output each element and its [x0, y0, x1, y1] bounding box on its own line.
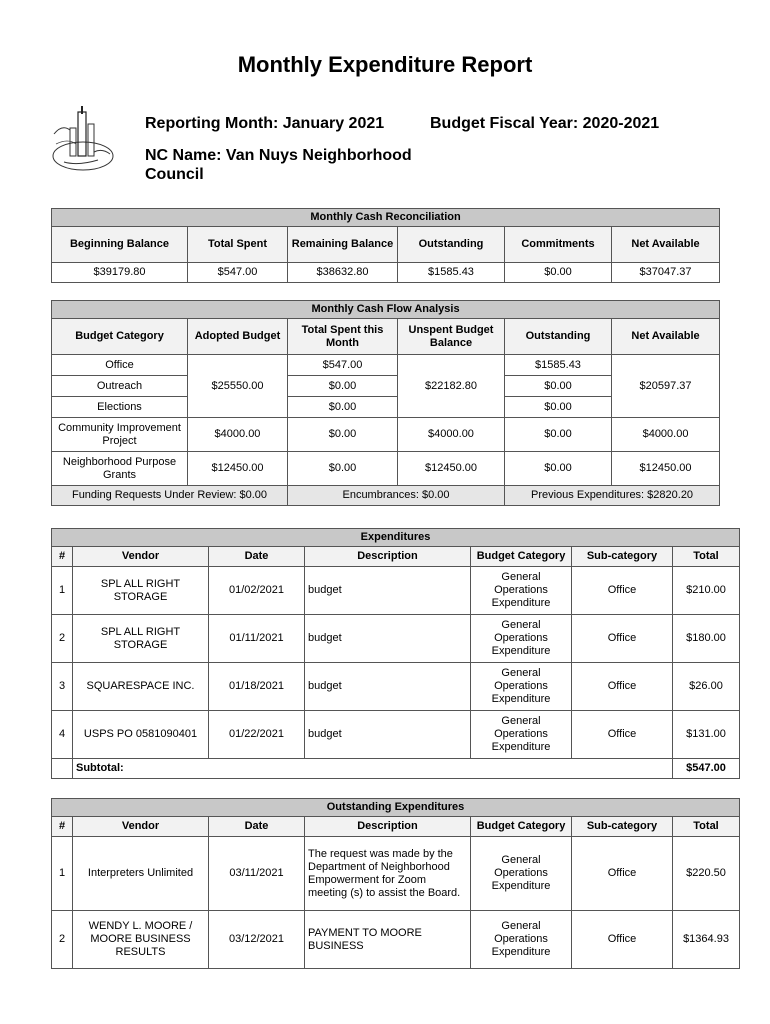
budget-category: General Operations Expenditure [471, 615, 572, 663]
elections-spent: $0.00 [288, 397, 398, 418]
date: 01/18/2021 [209, 663, 305, 711]
category-elections: Elections [52, 397, 188, 418]
npg-outstanding: $0.00 [505, 452, 612, 486]
npg-spent: $0.00 [288, 452, 398, 486]
city-logo-icon [48, 104, 118, 176]
column-header: Total Spent [188, 227, 288, 263]
total: $131.00 [673, 711, 740, 759]
column-header: Vendor [73, 817, 209, 837]
column-header: Outstanding [398, 227, 505, 263]
row-number: 2 [52, 615, 73, 663]
nc-name: NC Name: Van Nuys Neighborhood Council [145, 147, 412, 183]
net-available-value: $37047.37 [612, 263, 720, 283]
funding-requests-under-review: Funding Requests Under Review: $0.00 [52, 486, 288, 506]
column-header: Description [305, 817, 471, 837]
total-spent-value: $547.00 [188, 263, 288, 283]
total: $220.50 [673, 837, 740, 911]
remaining-balance-value: $38632.80 [288, 263, 398, 283]
subtotal-value: $547.00 [673, 759, 740, 779]
vendor: SPL ALL RIGHT STORAGE [73, 567, 209, 615]
column-header: Net Available [612, 227, 720, 263]
cashflow-title: Monthly Cash Flow Analysis [52, 301, 720, 319]
beginning-balance-value: $39179.80 [52, 263, 188, 283]
cip-adopted: $4000.00 [188, 418, 288, 452]
previous-expenditures: Previous Expenditures: $2820.20 [505, 486, 720, 506]
table-row [52, 567, 740, 615]
report-title: Monthly Expenditure Report [237, 52, 533, 77]
row-number: 1 [52, 567, 73, 615]
outstanding-expenditures-table [51, 798, 740, 969]
category-outreach: Outreach [52, 376, 188, 397]
budget-category: General Operations Expenditure [471, 711, 572, 759]
budget-category: General Operations Expenditure [471, 567, 572, 615]
npg-net: $12450.00 [612, 452, 720, 486]
description: budget [305, 615, 471, 663]
expenditures-title: Expenditures [52, 529, 740, 547]
operations-unspent-balance: $22182.80 [398, 355, 505, 418]
category-npg: Neighborhood Purpose Grants [52, 452, 188, 486]
column-header: Date [209, 547, 305, 567]
encumbrances: Encumbrances: $0.00 [288, 486, 505, 506]
vendor: Interpreters Unlimited [73, 837, 209, 911]
column-header: Vendor [73, 547, 209, 567]
date: 01/02/2021 [209, 567, 305, 615]
column-header: Adopted Budget [188, 319, 288, 355]
column-header: Budget Category [471, 547, 572, 567]
column-header: Commitments [505, 227, 612, 263]
outstanding-title: Outstanding Expenditures [52, 799, 740, 817]
office-spent: $547.00 [288, 355, 398, 376]
operations-adopted-budget: $25550.00 [188, 355, 288, 418]
elections-outstanding: $0.00 [505, 397, 612, 418]
table-row [52, 837, 740, 911]
total: $1364.93 [673, 911, 740, 969]
reconciliation-title: Monthly Cash Reconciliation [52, 209, 720, 227]
column-header: Total [673, 817, 740, 837]
column-header: Sub-category [572, 547, 673, 567]
cash-flow-table [51, 300, 720, 506]
total: $180.00 [673, 615, 740, 663]
description: budget [305, 567, 471, 615]
description: PAYMENT TO MOORE BUSINESS [305, 911, 471, 969]
vendor: SQUARESPACE INC. [73, 663, 209, 711]
column-header: Unspent Budget Balance [398, 319, 505, 355]
operations-net-available: $20597.37 [612, 355, 720, 418]
description: The request was made by the Department of Neighborhood Empowerment for Zoom meeting (s) to assist the Board. [305, 837, 471, 911]
column-header: # [52, 817, 73, 837]
npg-unspent: $12450.00 [398, 452, 505, 486]
outreach-spent: $0.00 [288, 376, 398, 397]
vendor: USPS PO 0581090401 [73, 711, 209, 759]
column-header: Description [305, 547, 471, 567]
description: budget [305, 663, 471, 711]
cash-reconciliation-table [51, 208, 720, 283]
column-header: Total [673, 547, 740, 567]
cip-net: $4000.00 [612, 418, 720, 452]
row-number: 1 [52, 837, 73, 911]
date: 01/11/2021 [209, 615, 305, 663]
category-office: Office [52, 355, 188, 376]
sub-category: Office [572, 663, 673, 711]
subtotal-label: Subtotal: [73, 759, 673, 779]
budget-category: General Operations Expenditure [471, 663, 572, 711]
sub-category: Office [572, 567, 673, 615]
table-row [52, 615, 740, 663]
budget-category: General Operations Expenditure [471, 837, 572, 911]
sub-category: Office [572, 615, 673, 663]
sub-category: Office [572, 837, 673, 911]
expenditures-table [51, 528, 740, 779]
date: 01/22/2021 [209, 711, 305, 759]
npg-adopted: $12450.00 [188, 452, 288, 486]
table-row [52, 911, 740, 969]
column-header: Budget Category [52, 319, 188, 355]
date: 03/12/2021 [209, 911, 305, 969]
office-outstanding: $1585.43 [505, 355, 612, 376]
vendor: WENDY L. MOORE / MOORE BUSINESS RESULTS [73, 911, 209, 969]
commitments-value: $0.00 [505, 263, 612, 283]
row-number: 3 [52, 663, 73, 711]
column-header: Beginning Balance [52, 227, 188, 263]
column-header: Remaining Balance [288, 227, 398, 263]
column-header: Total Spent this Month [288, 319, 398, 355]
cip-spent: $0.00 [288, 418, 398, 452]
table-row [52, 663, 740, 711]
column-header: Net Available [612, 319, 720, 355]
category-cip: Community Improvement Project [52, 418, 188, 452]
cip-outstanding: $0.00 [505, 418, 612, 452]
outreach-outstanding: $0.00 [505, 376, 612, 397]
row-number: 4 [52, 711, 73, 759]
column-header: Date [209, 817, 305, 837]
column-header: Budget Category [471, 817, 572, 837]
reporting-month: Reporting Month: January 2021 [145, 115, 385, 132]
outstanding-value: $1585.43 [398, 263, 505, 283]
budget-category: General Operations Expenditure [471, 911, 572, 969]
vendor: SPL ALL RIGHT STORAGE [73, 615, 209, 663]
total: $210.00 [673, 567, 740, 615]
cip-unspent: $4000.00 [398, 418, 505, 452]
table-row [52, 711, 740, 759]
description: budget [305, 711, 471, 759]
column-header: Sub-category [572, 817, 673, 837]
fiscal-year: Budget Fiscal Year: 2020-2021 [430, 115, 660, 132]
sub-category: Office [572, 911, 673, 969]
column-header: # [52, 547, 73, 567]
row-number: 2 [52, 911, 73, 969]
date: 03/11/2021 [209, 837, 305, 911]
total: $26.00 [673, 663, 740, 711]
sub-category: Office [572, 711, 673, 759]
column-header: Outstanding [505, 319, 612, 355]
